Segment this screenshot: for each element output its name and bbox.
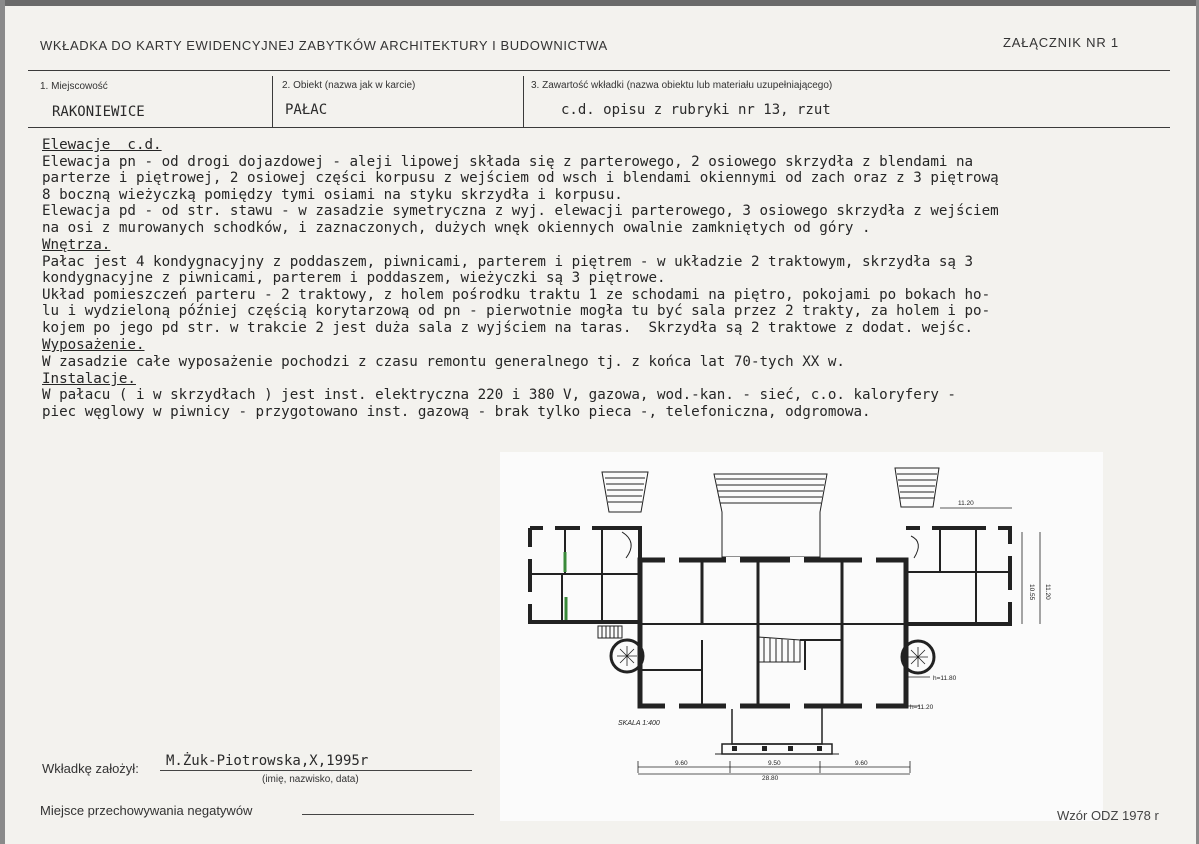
field-label-content: 3. Zawartość wkładki (nazwa obiektu lub materiału uzupełniającego) bbox=[531, 80, 833, 91]
body-line: piec węglowy w piwnicy - przygotowano inst. gazową - brak tylko pieca -, telefoniczna, odgromowa. bbox=[42, 404, 871, 420]
plan-dim: 10.55 bbox=[1028, 584, 1035, 601]
form-title: WKŁADKA DO KARTY EWIDENCYJNEJ ZABYTKÓW ARCHITEKTURY I BUDOWNICTWA bbox=[40, 38, 608, 53]
body-line: Elewacja pd - od str. stawu - w zasadzie symetryczna z wyj. elewacji parterowego, 3 osiowego skrzydła z wejściem bbox=[42, 203, 999, 219]
plan-dim: 11.20 bbox=[1044, 584, 1051, 600]
plan-scale-label: SKALA 1:400 bbox=[618, 720, 660, 727]
plan-dim: h=11.20 bbox=[910, 704, 934, 711]
central-porch-hatch bbox=[714, 474, 827, 557]
grid-divider-1 bbox=[272, 76, 273, 128]
north-tower-hatch bbox=[602, 472, 648, 512]
attachment-number: ZAŁĄCZNIK NR 1 bbox=[1003, 35, 1119, 50]
heading-elevations: Elewacje c.d. bbox=[42, 137, 162, 153]
floor-plan-drawing bbox=[500, 452, 1103, 821]
grid-line-bottom bbox=[28, 127, 1170, 128]
storage-label: Miejsce przechowywania negatywów bbox=[40, 803, 253, 818]
plan-dim: 28.80 bbox=[762, 775, 779, 782]
east-tower-hatch bbox=[895, 468, 939, 507]
body-line: na osi z murowanych schodków, i zaznaczonych, dużych wnęk okiennych owalnie zamkniętych od góry . bbox=[42, 220, 871, 236]
body-line: parterze i piętrowej, 2 osiowej części korpusu z wejściem od wsch i blendami okiennymi od zach oraz z 3 piętrową bbox=[42, 170, 999, 186]
scan-border-left bbox=[0, 0, 5, 844]
heading-installations: Instalacje. bbox=[42, 371, 136, 387]
body-line: Układ pomieszczeń parteru - 2 traktowy, z holem pośrodku traktu 1 ze schodami na piętro, pokojami po bokach ho- bbox=[42, 287, 991, 303]
plan-dim: 9.60 bbox=[855, 760, 868, 767]
body-line: Elewacja pn - od drogi dojazdowej - aleji lipowej składa się z parterowego, 2 osiowego skrzydła z blendami na bbox=[42, 154, 974, 170]
heading-interiors: Wnętrza. bbox=[42, 237, 111, 253]
plan-dim: h=11.80 bbox=[933, 675, 957, 682]
storage-line bbox=[302, 814, 474, 815]
grid-divider-2 bbox=[523, 76, 524, 128]
field-label-object: 2. Obiekt (nazwa jak w karcie) bbox=[282, 80, 416, 91]
made-by-hint: (imię, nazwisko, data) bbox=[262, 774, 359, 785]
made-by-line bbox=[160, 770, 472, 771]
body-line: W pałacu ( i w skrzydłach ) jest inst. elektryczna 220 i 380 V, gazowa, wod.-kan. - sieć, c.o. kaloryfery - bbox=[42, 387, 956, 403]
body-line: W zasadzie całe wyposażenie pochodzi z czasu remontu generalnego tj. z końca lat 70-tych XX w. bbox=[42, 354, 845, 370]
form-template-label: Wzór ODZ 1978 r bbox=[1057, 808, 1159, 823]
made-by-label: Wkładkę założył: bbox=[42, 761, 139, 776]
plan-dim: 9.60 bbox=[675, 760, 688, 767]
plan-dim: 9.50 bbox=[768, 760, 781, 767]
grid-line-top bbox=[28, 70, 1170, 71]
field-value-object: PAŁAC bbox=[285, 102, 328, 118]
scan-border-top bbox=[0, 0, 1199, 6]
body-line: lu i wydzieloną później częścią korytarzową od pn - pierwotnie mogła tu być sala przez 2 trakty, za holem i po- bbox=[42, 303, 991, 319]
plan-dim: 11.20 bbox=[958, 500, 974, 507]
floor-plan-sheet bbox=[500, 452, 1103, 821]
field-value-place: RAKONIEWICE bbox=[52, 104, 145, 120]
body-line: Pałac jest 4 kondygnacyjny z poddaszem, piwnicami, parterem i piętrem - w układzie 2 traktowym, skrzydła są 3 bbox=[42, 254, 974, 270]
body-line: 8 boczną wieżyczką pomiędzy tymi osiami na styku skrzydła i korpusu. bbox=[42, 187, 623, 203]
field-label-place: 1. Miejscowość bbox=[40, 81, 108, 92]
body-line: kondygnacyjne z piwnicami, parterem i poddaszem, wieżyczki są 3 piętrowe. bbox=[42, 270, 666, 286]
made-by-value: M.Żuk-Piotrowska,X,1995r bbox=[166, 753, 369, 769]
heading-furnishings: Wyposażenie. bbox=[42, 337, 145, 353]
body-line: kojem po jego pd str. w trakcie 2 jest duża sala z wyjściem na taras. Skrzydła są 2 traktowe z dodat. wejśc. bbox=[42, 320, 974, 336]
field-value-content: c.d. opisu z rubryki nr 13, rzut bbox=[561, 102, 831, 118]
